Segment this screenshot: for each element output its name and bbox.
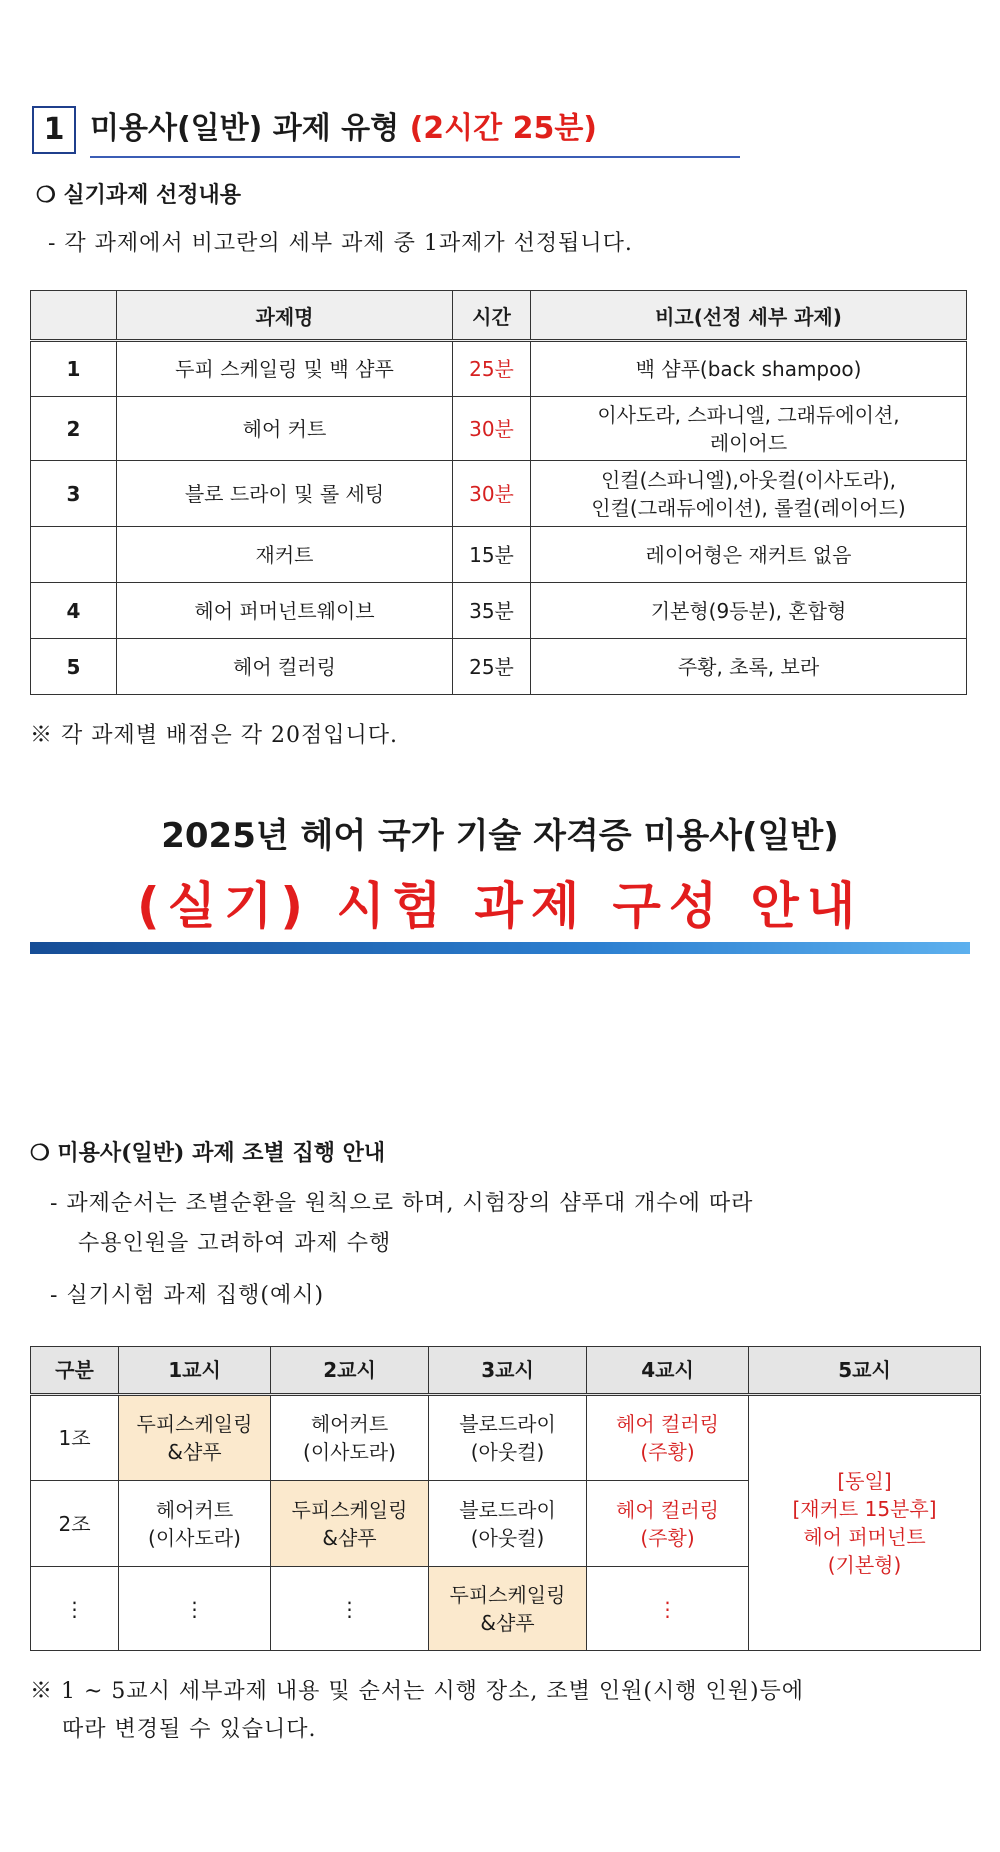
task-name: 헤어 컬러링 bbox=[117, 639, 453, 695]
cell-line: (주황) bbox=[640, 1440, 695, 1464]
cell-line: &샴푸 bbox=[167, 1440, 222, 1464]
table-row bbox=[31, 583, 967, 639]
row-number: 5 bbox=[31, 639, 117, 695]
banner-title: 2025년 헤어 국가 기술 자격증 미용사(일반) bbox=[161, 816, 839, 856]
cell-line: 헤어커트 bbox=[310, 1412, 389, 1436]
header-task-name: 과제명 bbox=[117, 291, 453, 341]
practical-task-heading: ❍ 실기과제 선정내용 bbox=[36, 182, 242, 208]
header-period-4: 4교시 bbox=[587, 1347, 749, 1395]
cell-line: [재커트 15분후] bbox=[792, 1497, 937, 1521]
section-title-text: 미용사(일반) 과제 유형 bbox=[90, 111, 400, 146]
period-cell bbox=[587, 1481, 749, 1567]
task-name: 헤어 커트 bbox=[117, 397, 453, 461]
table-row bbox=[31, 639, 967, 695]
period-cell bbox=[271, 1481, 429, 1567]
cell-line: [동일] bbox=[837, 1469, 892, 1493]
header-group: 구분 bbox=[31, 1347, 119, 1395]
row-number: 2 bbox=[31, 397, 117, 461]
task-remarks bbox=[531, 461, 967, 527]
task-time: 25분 bbox=[453, 341, 531, 397]
banner-divider bbox=[30, 942, 970, 954]
period-cell bbox=[119, 1481, 271, 1567]
section-duration: (2시간 25분) bbox=[409, 111, 598, 146]
task-name: 두피 스케일링 및 백 샴푸 bbox=[117, 341, 453, 397]
table-row bbox=[31, 527, 967, 583]
section-number: 1 bbox=[32, 106, 76, 154]
header-time: 시간 bbox=[453, 291, 531, 341]
period-cell bbox=[587, 1395, 749, 1481]
schedule-note-line1: ※ 1 ~ 5교시 세부과제 내용 및 순서는 시행 장소, 조별 인원(시행 인원)등에 bbox=[30, 1679, 805, 1704]
header-period-3: 3교시 bbox=[429, 1347, 587, 1395]
cell-line: (기본형) bbox=[827, 1553, 902, 1577]
group-execution-heading: ❍ 미용사(일반) 과제 조별 집행 안내 bbox=[30, 1140, 386, 1166]
remarks-line: 레이어드 bbox=[709, 430, 788, 455]
task-type-table bbox=[30, 290, 967, 695]
group-label: 2조 bbox=[31, 1481, 119, 1567]
header-period-1: 1교시 bbox=[119, 1347, 271, 1395]
task-time: 15분 bbox=[453, 527, 531, 583]
task-name: 블로 드라이 및 롤 세팅 bbox=[117, 461, 453, 527]
task-name: 재커트 bbox=[117, 527, 453, 583]
cell-line: 블로드라이 bbox=[459, 1497, 556, 1522]
row-number: 4 bbox=[31, 583, 117, 639]
header-remarks: 비고(선정 세부 과제) bbox=[531, 291, 967, 341]
task-remarks: 주황, 초록, 보라 bbox=[531, 639, 967, 695]
cell-line: &샴푸 bbox=[322, 1525, 377, 1550]
cell-line: (이사도라) bbox=[303, 1440, 396, 1464]
remarks-line: 이사도라, 스파니엘, 그래듀에이션, bbox=[597, 402, 900, 427]
banner-subtitle: (실기) 시험 과제 구성 안내 bbox=[136, 877, 864, 935]
cell-line: (아웃컬) bbox=[470, 1440, 545, 1464]
task-time: 35분 bbox=[453, 583, 531, 639]
cell-line: 두피스케일링 bbox=[136, 1412, 253, 1436]
remarks-line: 인컬(그래듀에이션), 롤컬(레이어드) bbox=[591, 495, 906, 520]
cell-line: 두피스케일링 bbox=[449, 1582, 566, 1607]
period-cell: ⋮ bbox=[119, 1567, 271, 1651]
header-period-5: 5교시 bbox=[749, 1347, 981, 1395]
period-cell bbox=[429, 1395, 587, 1481]
task-time: 30분 bbox=[453, 397, 531, 461]
task-name: 헤어 퍼머넌트웨이브 bbox=[117, 583, 453, 639]
period-cell: ⋮ bbox=[271, 1567, 429, 1651]
task-time: 25분 bbox=[453, 639, 531, 695]
execution-example-label: - 실기시험 과제 집행(예시) bbox=[50, 1283, 325, 1308]
section-header bbox=[32, 106, 712, 160]
table-row bbox=[31, 397, 967, 461]
period-cell: ⋮ bbox=[587, 1567, 749, 1651]
execution-schedule-table bbox=[30, 1346, 981, 1651]
task-time: 30분 bbox=[453, 461, 531, 527]
cell-line: 두피스케일링 bbox=[291, 1497, 408, 1522]
schedule-note-line2: 따라 변경될 수 있습니다. bbox=[62, 1717, 317, 1742]
order-description-line2: 수용인원을 고려하여 과제 수행 bbox=[78, 1231, 392, 1256]
row-number: 3 bbox=[31, 461, 117, 527]
section-title bbox=[90, 106, 597, 152]
cell-line: (이사도라) bbox=[148, 1525, 241, 1550]
cell-line: 헤어 컬러링 bbox=[616, 1497, 719, 1522]
cell-line: 블로드라이 bbox=[459, 1412, 556, 1436]
table-header-row bbox=[31, 1347, 981, 1395]
period-cell bbox=[119, 1395, 271, 1481]
task-remarks: 백 샴푸(back shampoo) bbox=[531, 341, 967, 397]
period-cell bbox=[271, 1395, 429, 1481]
table-header-row bbox=[31, 291, 967, 341]
section-underline bbox=[90, 156, 740, 158]
table-row bbox=[31, 341, 967, 397]
row-number: 1 bbox=[31, 341, 117, 397]
remarks-line: 인컬(스파니엘),아웃컬(이사도라), bbox=[600, 467, 897, 492]
table-row bbox=[31, 1395, 981, 1481]
table-row bbox=[31, 461, 967, 527]
task-remarks: 기본형(9등분), 혼합형 bbox=[531, 583, 967, 639]
cell-line: &샴푸 bbox=[480, 1610, 535, 1635]
cell-line: 헤어커트 bbox=[155, 1497, 234, 1522]
group-label: ⋮ bbox=[31, 1567, 119, 1651]
task-remarks: 레이어형은 재커트 없음 bbox=[531, 527, 967, 583]
period-cell bbox=[429, 1567, 587, 1651]
period-cell bbox=[429, 1481, 587, 1567]
task-remarks bbox=[531, 397, 967, 461]
scoring-note: ※ 각 과제별 배점은 각 20점입니다. bbox=[30, 723, 398, 748]
order-description-line1: - 과제순서는 조별순환을 원칙으로 하며, 시험장의 샴푸대 개수에 따라 bbox=[50, 1191, 754, 1216]
cell-line: (주황) bbox=[640, 1525, 695, 1550]
header-period-2: 2교시 bbox=[271, 1347, 429, 1395]
period-5-cell bbox=[749, 1395, 981, 1651]
cell-line: 헤어 퍼머넌트 bbox=[803, 1525, 926, 1549]
cell-line: (아웃컬) bbox=[470, 1525, 545, 1550]
row-number bbox=[31, 527, 117, 583]
selection-description: - 각 과제에서 비고란의 세부 과제 중 1과제가 선정됩니다. bbox=[48, 231, 633, 256]
header-blank bbox=[31, 291, 117, 341]
cell-line: 헤어 컬러링 bbox=[616, 1412, 719, 1436]
group-label: 1조 bbox=[31, 1395, 119, 1481]
